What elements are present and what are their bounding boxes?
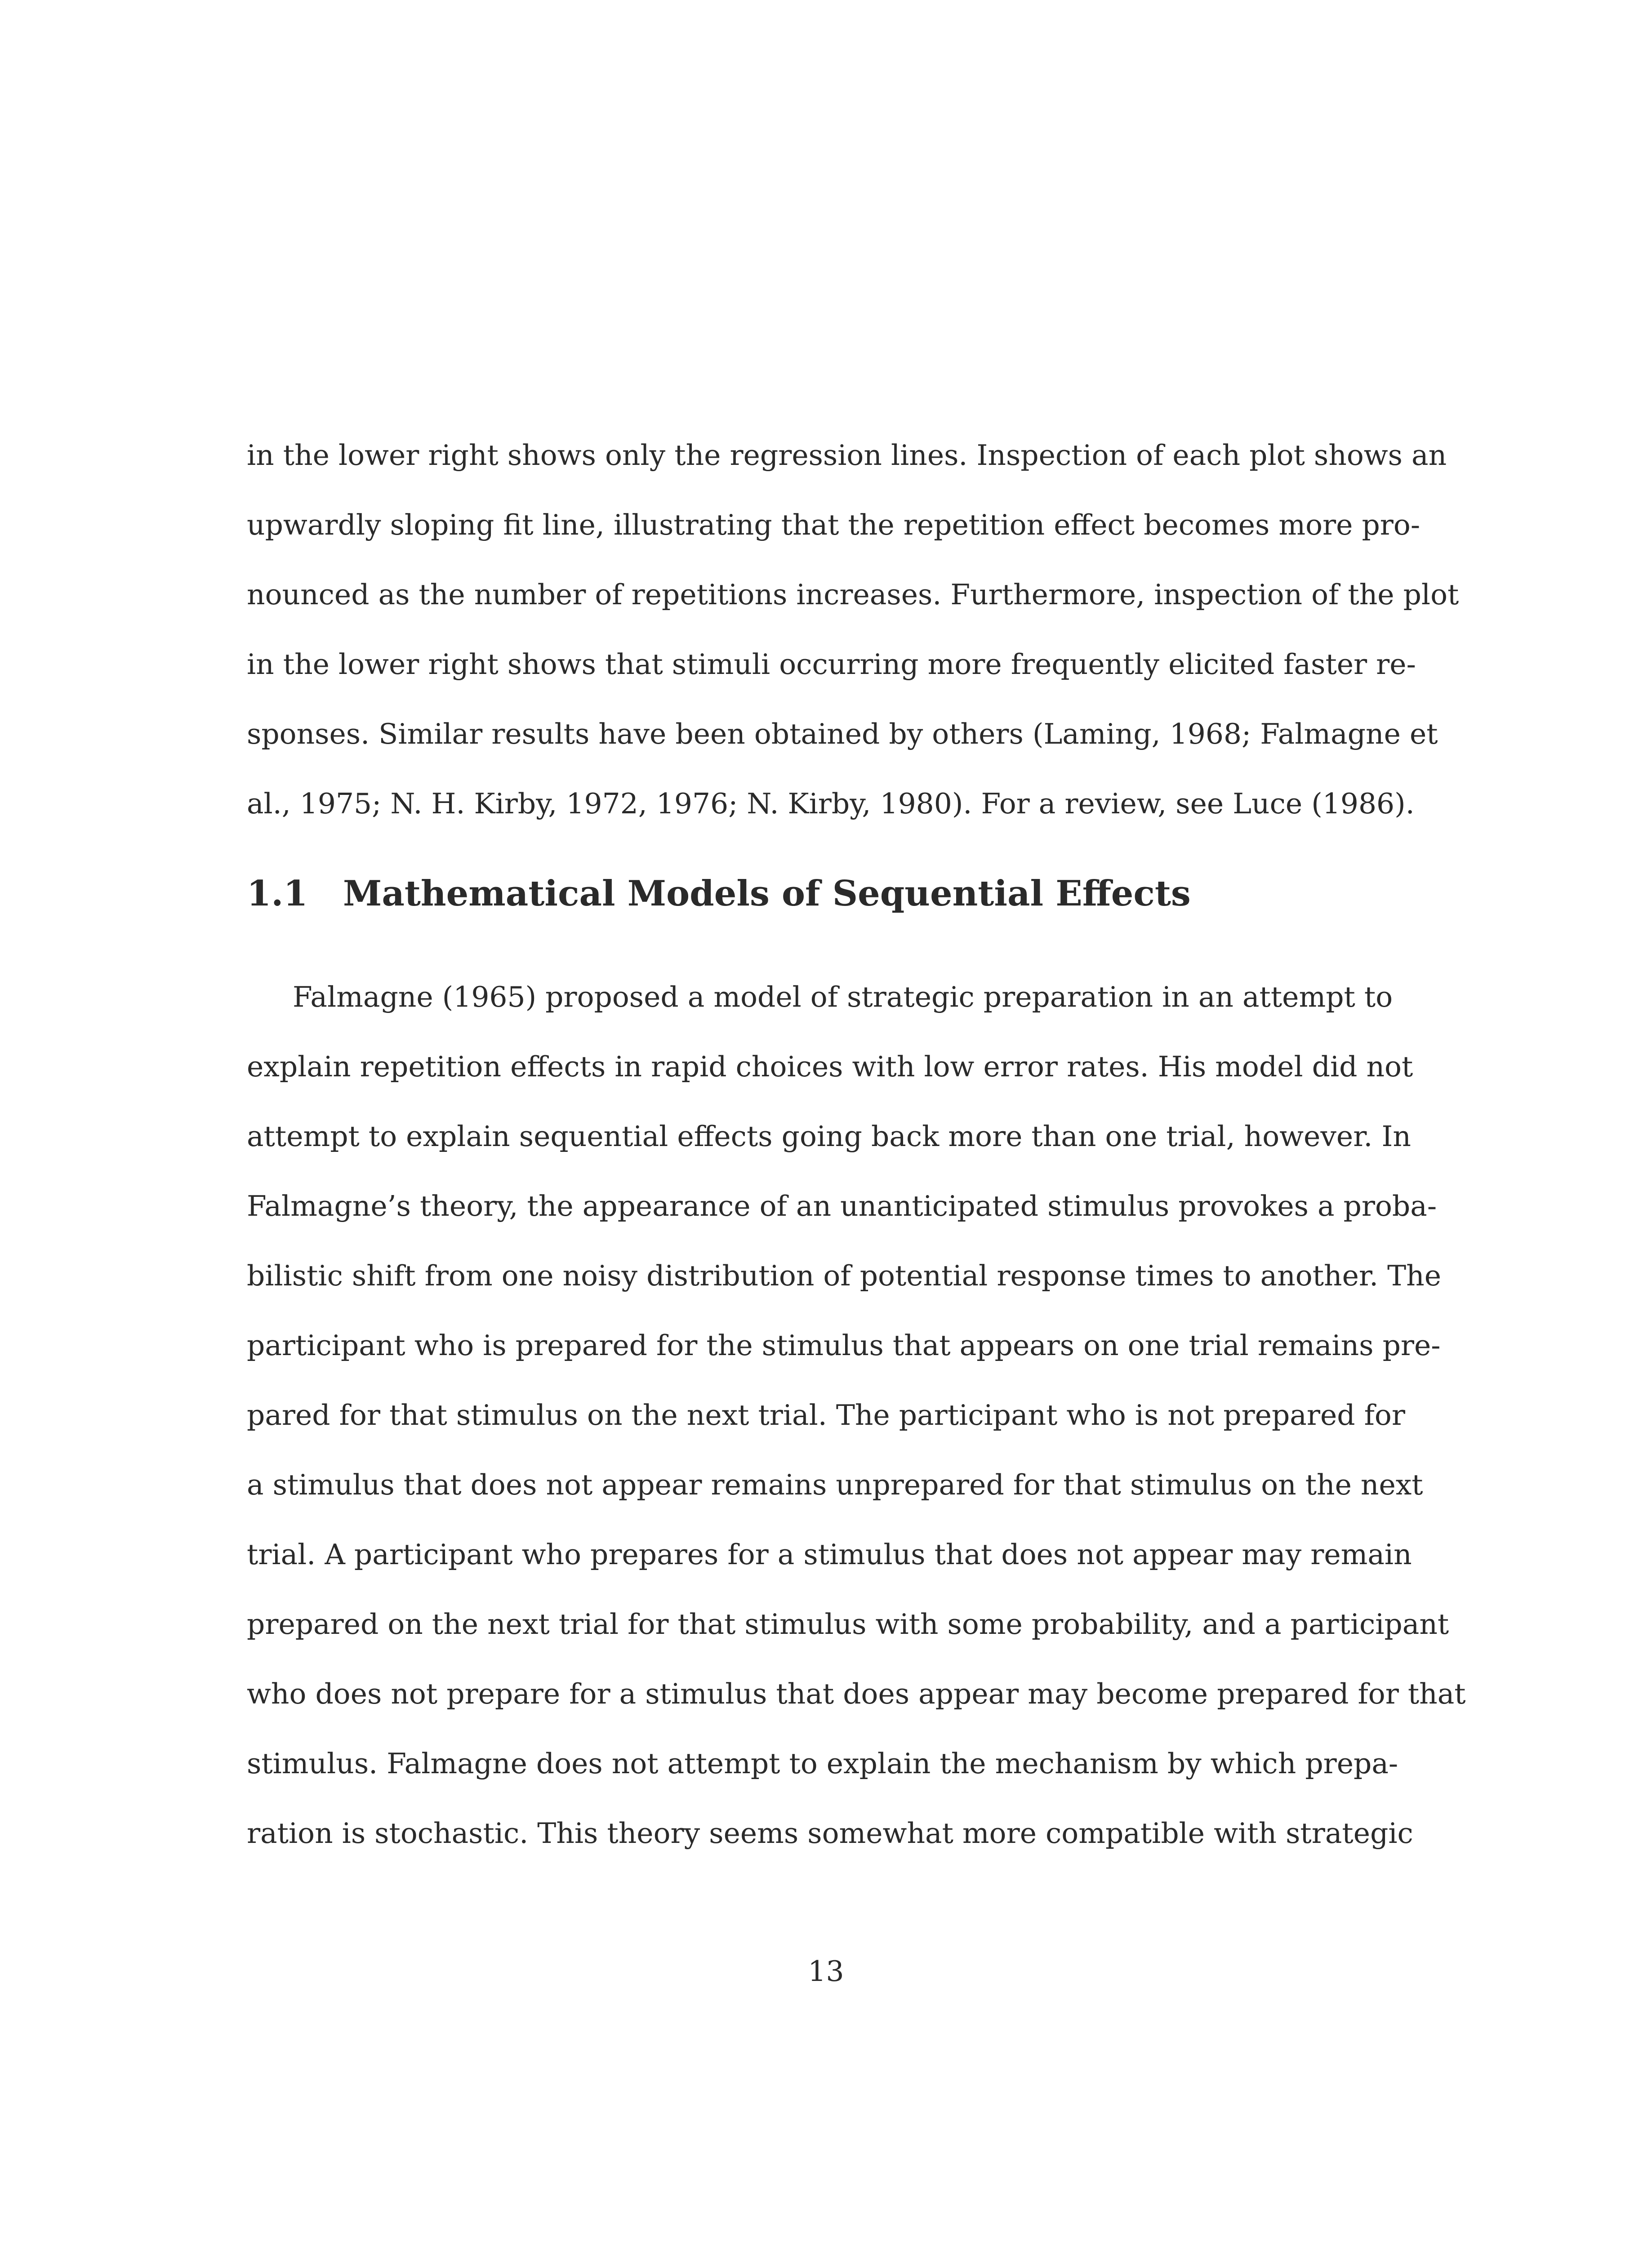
- page-number: 13: [808, 1955, 844, 1988]
- text-line: attempt to explain sequential effects going back more than one trial, however. In: [247, 1120, 1411, 1153]
- text-line: ration is stochastic. This theory seems somewhat more compatible with strategic: [247, 1817, 1413, 1850]
- text-line: upwardly sloping fit line, illustrating that the repetition effect becomes more pro-: [247, 508, 1420, 541]
- text-line: bilistic shift from one noisy distribution of potential response times to another. The: [247, 1259, 1442, 1292]
- section-number: 1.1: [247, 873, 308, 914]
- section-title: Mathematical Models of Sequential Effects: [343, 873, 1191, 914]
- text-line: participant who is prepared for the stimulus that appears on one trial remains pre-: [247, 1329, 1441, 1362]
- text-line: explain repetition effects in rapid choices with low error rates. His model did not: [247, 1050, 1413, 1083]
- text-line: trial. A participant who prepares for a stimulus that does not appear may remain: [247, 1538, 1412, 1571]
- text-line: pared for that stimulus on the next trial. The participant who is not prepared for: [247, 1399, 1405, 1432]
- text-line: in the lower right shows that stimuli occurring more frequently elicited faster re-: [247, 648, 1416, 681]
- section-heading: [247, 867, 1191, 921]
- text-line: al., 1975; N. H. Kirby, 1972, 1976; N. Kirby, 1980). For a review, see Luce (1986).: [247, 787, 1415, 820]
- text-line: Falmagne’s theory, the appearance of an unanticipated stimulus provokes a proba-: [247, 1190, 1437, 1222]
- text-line: Falmagne (1965) proposed a model of strategic preparation in an attempt to: [293, 981, 1393, 1013]
- text-line: sponses. Similar results have been obtained by others (Laming, 1968; Falmagne et: [247, 718, 1438, 750]
- text-line: prepared on the next trial for that stimulus with some probability, and a participant: [247, 1608, 1449, 1641]
- text-line: who does not prepare for a stimulus that does appear may become prepared for that: [247, 1677, 1466, 1710]
- text-line: stimulus. Falmagne does not attempt to explain the mechanism by which prepa-: [247, 1747, 1398, 1780]
- text-line: nounced as the number of repetitions increases. Furthermore, inspection of the plot: [247, 578, 1459, 611]
- text-line: in the lower right shows only the regression lines. Inspection of each plot shows an: [247, 439, 1447, 472]
- text-line: a stimulus that does not appear remains unprepared for that stimulus on the next: [247, 1468, 1423, 1501]
